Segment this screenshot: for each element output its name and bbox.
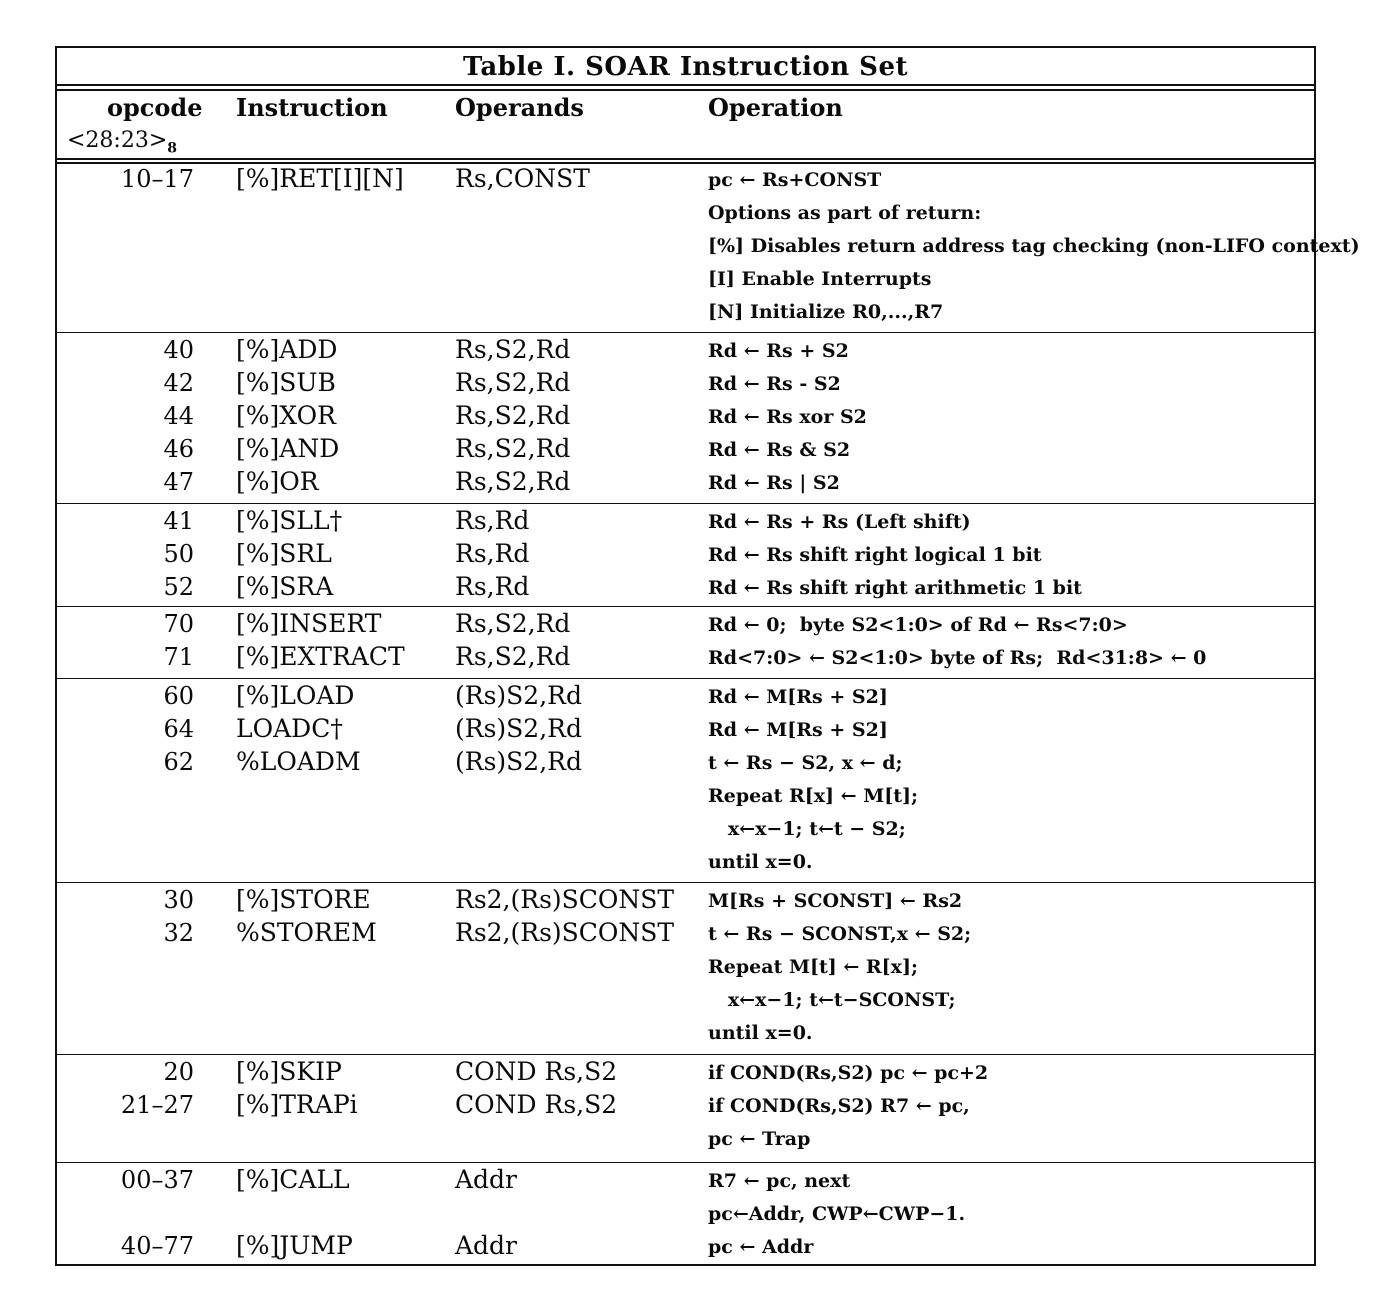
operation-cell: Rd ← Rs shift right logical 1 bit <box>708 544 1042 566</box>
opcode-cell: 62 <box>163 748 194 776</box>
opcode-cell: 30 <box>163 886 194 914</box>
header-operation: Operation <box>708 93 843 122</box>
operation-cell: Rd ← M[Rs + S2] <box>708 686 888 708</box>
opcode-cell: 41 <box>163 507 194 535</box>
header-opcode-bits: $<28:23>_8$ <box>67 128 178 157</box>
operation-cell: Rd ← Rs + Rs (Left shift) <box>708 511 971 533</box>
opcode-cell: 20 <box>163 1058 194 1086</box>
operands-cell: (Rs)S2,Rd <box>455 681 582 710</box>
operation-cell: Rd ← 0; byte S2<1:0> of Rd ← Rs<7:0> <box>708 614 1128 636</box>
group-divider <box>57 678 1314 679</box>
operands-cell: COND Rs,S2 <box>455 1090 618 1119</box>
operands-cell: Rs,S2,Rd <box>455 368 571 397</box>
group-divider <box>57 1054 1314 1055</box>
instruction-cell: [%]TRAPi <box>236 1090 358 1119</box>
opcode-cell: 10–17 <box>120 165 194 193</box>
operands-cell: Rs,Rd <box>455 572 530 601</box>
operation-cell: [%] Disables return address tag checking (non-LIFO context) <box>708 235 1360 257</box>
group-divider <box>57 882 1314 883</box>
opcode-cell: 71 <box>163 643 194 671</box>
operands-cell: Rs,S2,Rd <box>455 401 571 430</box>
operation-cell: pc ← Trap <box>708 1128 811 1150</box>
operation-cell: x←x−1; t←t−SCONST; <box>708 989 956 1011</box>
header-instruction: Instruction <box>236 93 388 122</box>
header-opcode: opcode <box>107 93 203 122</box>
instruction-cell: [%]SRA <box>236 572 334 601</box>
instruction-cell: [%]ADD <box>236 335 338 364</box>
operation-cell: [N] Initialize R0,...,R7 <box>708 301 944 323</box>
operation-cell: Repeat M[t] ← R[x]; <box>708 956 919 978</box>
operands-cell: Addr <box>455 1231 518 1260</box>
operation-cell: Options as part of return: <box>708 202 982 224</box>
operation-cell: M[Rs + SCONST] ← Rs2 <box>708 890 963 912</box>
header-operands: Operands <box>455 93 584 122</box>
group-divider <box>57 332 1314 333</box>
instruction-set-table <box>55 46 1360 1266</box>
instruction-cell: %STOREM <box>236 918 377 947</box>
table-title: Table I. SOAR Instruction Set <box>462 52 909 82</box>
instruction-cell: [%]XOR <box>236 401 336 430</box>
operation-cell: Rd ← Rs shift right arithmetic 1 bit <box>708 577 1082 599</box>
operation-cell: Repeat R[x] ← M[t]; <box>708 785 919 807</box>
opcode-cell: 44 <box>163 402 194 430</box>
operation-cell: t ← Rs − SCONST,x ← S2; <box>708 923 972 945</box>
title-rule-bottom <box>57 89 1314 91</box>
group-divider <box>57 1162 1314 1163</box>
operation-cell: R7 ← pc, next <box>708 1170 851 1192</box>
header-rule-top <box>57 158 1314 160</box>
opcode-cell: 42 <box>163 369 194 397</box>
operation-cell: [I] Enable Interrupts <box>708 268 932 290</box>
operation-cell: Rd ← M[Rs + S2] <box>708 719 888 741</box>
opcode-cell: 32 <box>163 919 194 947</box>
instruction-cell: %LOADM <box>236 747 361 776</box>
operation-cell: pc ← Addr <box>708 1236 814 1258</box>
operation-cell: Rd<7:0> ← S2<1:0> byte of Rs; Rd<31:8> ← 0 <box>708 647 1207 669</box>
opcode-cell: 46 <box>163 435 194 463</box>
operands-cell: Rs,CONST <box>455 164 590 193</box>
opcode-cell: 21–27 <box>120 1091 194 1119</box>
instruction-cell: [%]SUB <box>236 368 336 397</box>
operands-cell: Rs,S2,Rd <box>455 467 571 496</box>
operation-cell: Rd ← Rs & S2 <box>708 439 851 461</box>
instruction-cell: [%]SRL <box>236 539 332 568</box>
instruction-cell: [%]EXTRACT <box>236 642 405 671</box>
opcode-cell: 50 <box>163 540 194 568</box>
instruction-cell: [%]STORE <box>236 885 371 914</box>
instruction-cell: [%]RET[I][N] <box>236 164 404 193</box>
operands-cell: COND Rs,S2 <box>455 1057 618 1086</box>
operation-cell: Rd ← Rs xor S2 <box>708 406 867 428</box>
operation-cell: Rd ← Rs + S2 <box>708 340 849 362</box>
operation-cell: until x=0. <box>708 851 813 873</box>
instruction-cell: [%]CALL <box>236 1165 350 1194</box>
group-divider <box>57 503 1314 504</box>
operation-cell: Rd ← Rs - S2 <box>708 373 841 395</box>
operation-cell: if COND(Rs,S2) R7 ← pc, <box>708 1095 970 1117</box>
opcode-cell: 47 <box>163 468 194 496</box>
operands-cell: Rs,S2,Rd <box>455 335 571 364</box>
operands-cell: (Rs)S2,Rd <box>455 714 582 743</box>
operation-cell: t ← Rs − S2, x ← d; <box>708 752 903 774</box>
instruction-cell: LOADC† <box>236 714 343 743</box>
group-divider <box>57 606 1314 607</box>
instruction-cell: [%]OR <box>236 467 319 496</box>
operation-cell: if COND(Rs,S2) pc ← pc+2 <box>708 1062 989 1084</box>
operands-cell: Rs2,(Rs)SCONST <box>455 918 675 947</box>
operation-cell: pc←Addr, CWP←CWP−1. <box>708 1203 966 1225</box>
operands-cell: Addr <box>455 1165 518 1194</box>
operands-cell: (Rs)S2,Rd <box>455 747 582 776</box>
opcode-cell: 40 <box>163 336 194 364</box>
operands-cell: Rs,Rd <box>455 506 530 535</box>
operands-cell: Rs,S2,Rd <box>455 609 571 638</box>
operation-cell: pc ← Rs+CONST <box>708 169 882 191</box>
title-rule-top <box>57 84 1314 86</box>
instruction-cell: [%]INSERT <box>236 609 382 638</box>
instruction-cell: [%]SKIP <box>236 1057 342 1086</box>
operands-cell: Rs,Rd <box>455 539 530 568</box>
operands-cell: Rs,S2,Rd <box>455 642 571 671</box>
operation-cell: x←x−1; t←t − S2; <box>708 818 906 840</box>
operands-cell: Rs2,(Rs)SCONST <box>455 885 675 914</box>
opcode-cell: 00–37 <box>120 1166 194 1194</box>
instruction-cell: [%]LOAD <box>236 681 355 710</box>
operation-cell: Rd ← Rs | S2 <box>708 472 840 494</box>
opcode-cell: 70 <box>163 610 194 638</box>
opcode-cell: 52 <box>163 573 194 601</box>
instruction-cell: [%]SLL† <box>236 506 343 535</box>
opcode-cell: 64 <box>163 715 194 743</box>
opcode-cell: 60 <box>163 682 194 710</box>
opcode-cell: 40–77 <box>120 1232 194 1260</box>
operation-cell: until x=0. <box>708 1022 813 1044</box>
operands-cell: Rs,S2,Rd <box>455 434 571 463</box>
instruction-cell: [%]AND <box>236 434 340 463</box>
instruction-cell: [%]JUMP <box>236 1231 353 1260</box>
